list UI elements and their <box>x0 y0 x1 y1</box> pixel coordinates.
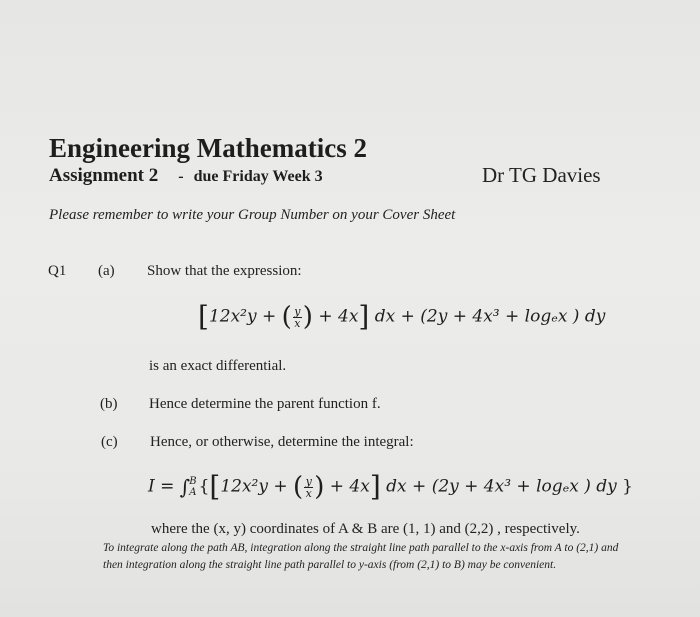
expr-term3: + (2y + 4x³ + logₑx ) dy <box>400 306 606 327</box>
right-bracket: ] <box>358 300 370 333</box>
frac-denominator: x <box>294 316 301 330</box>
integral-limits <box>189 476 196 498</box>
part-a-label: (a) <box>98 263 115 279</box>
integrand-frac-numerator: y <box>305 474 312 488</box>
assignment-separator: - <box>178 168 184 185</box>
question-label: Q1 <box>48 263 67 279</box>
right-paren: ) <box>302 302 313 332</box>
open-brace: { <box>198 476 210 497</box>
integrand-term1: 12x²y + <box>220 476 288 497</box>
assignment-line <box>49 165 323 187</box>
integrand-frac-denominator: x <box>305 486 312 500</box>
integrand-left-paren: ( <box>293 472 304 502</box>
integration-hint-line-2: then integration along the straight line path parallel to y-axis (from (2,1) to B) may be convenient. <box>103 559 557 571</box>
part-b-label: (b) <box>100 396 118 412</box>
integral-prefix: I = <box>148 476 175 497</box>
integrand-dx: dx <box>386 476 407 497</box>
integrand-right-paren: ) <box>314 472 325 502</box>
integrand-term2: + 4x <box>329 476 370 497</box>
integrand-left-bracket: [ <box>209 470 221 503</box>
line-integral-expression <box>148 470 633 503</box>
author-name: Dr TG Davies <box>482 163 601 187</box>
due-date: due Friday Week 3 <box>193 168 323 185</box>
part-a-text: Show that the expression: <box>147 263 302 279</box>
expr-term2: + 4x <box>318 306 359 327</box>
part-c-label: (c) <box>101 434 118 450</box>
lower-limit: A <box>189 487 197 498</box>
close-brace: } <box>622 476 633 497</box>
integration-hint-line-1: To integrate along the path AB, integration along the straight line path parallel to the x-axis from A to (2,1) and <box>103 542 619 554</box>
left-bracket: [ <box>198 300 209 333</box>
integral-sign: ∫ <box>179 475 191 499</box>
assignment-label: Assignment 2 <box>49 165 159 186</box>
frac-numerator: y <box>294 304 301 318</box>
integrand-fraction <box>304 476 313 499</box>
integrand-term3: + (2y + 4x³ + logₑx ) dy <box>412 476 617 497</box>
document-title: Engineering Mathematics 2 <box>49 133 367 163</box>
y-over-x-fraction <box>293 306 302 329</box>
expr-term1: 12x²y + <box>208 306 277 327</box>
left-paren: ( <box>281 302 292 332</box>
expr-dx: dx <box>374 306 396 327</box>
cover-sheet-reminder: Please remember to write your Group Number on your Cover Sheet <box>49 207 456 223</box>
part-a-conclusion: is an exact differential. <box>149 358 287 374</box>
part-b-text: Hence determine the parent function f. <box>149 396 381 412</box>
exact-differential-expression <box>198 300 606 333</box>
integrand-right-bracket: ] <box>369 470 381 503</box>
part-c-text: Hence, or otherwise, determine the integral: <box>150 434 414 450</box>
coordinates-text: where the (x, y) coordinates of A & B are (1, 1) and (2,2) , respectively. <box>151 521 580 537</box>
upper-limit: B <box>189 476 197 487</box>
